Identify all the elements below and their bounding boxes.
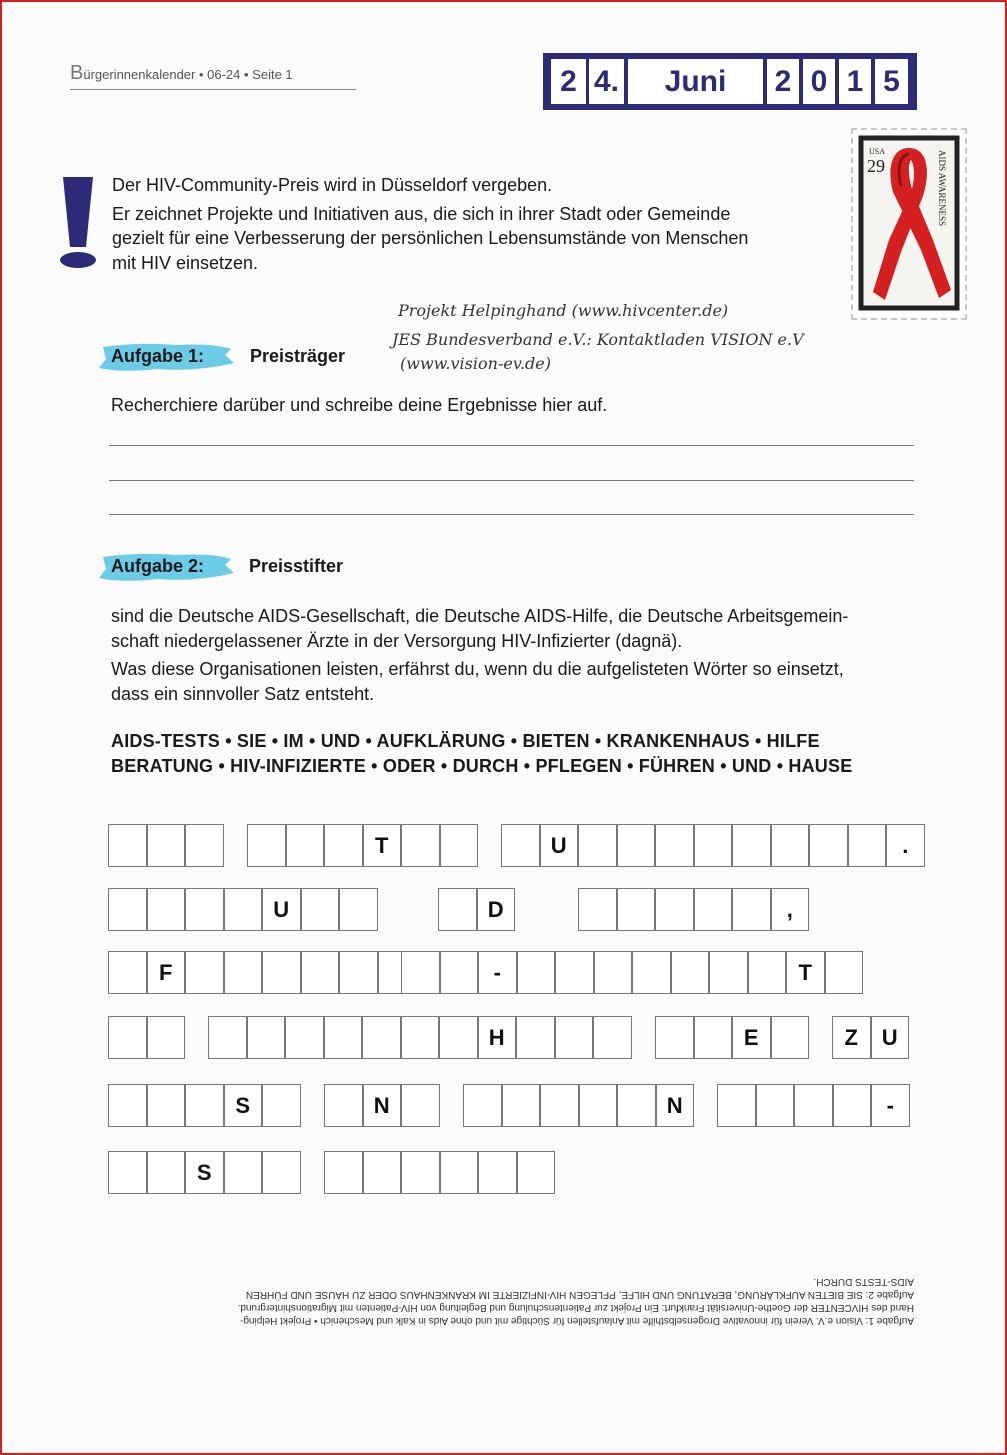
answer-line[interactable] <box>109 514 914 515</box>
letter-box[interactable] <box>147 888 186 931</box>
letter-box[interactable] <box>748 951 787 994</box>
letter-box[interactable] <box>108 1151 147 1194</box>
letter-box[interactable] <box>324 824 363 867</box>
letter-box[interactable] <box>756 1084 795 1127</box>
footer-line: Aufgabe 2: SIE BIETEN AUFKLÄRUNG, BERATUNG UND HILFE, PFLEGEN HIV-INFIZIERTE IM KRANKENHAUS ODER ZU HAUSE UND FÜHREN <box>245 1289 914 1300</box>
letter-box[interactable] <box>709 951 748 994</box>
letter-box[interactable] <box>517 1151 556 1194</box>
letter-box[interactable] <box>185 888 224 931</box>
date-year-digit-3: 1 <box>839 59 871 104</box>
letter-box[interactable] <box>324 1084 363 1127</box>
letter-box[interactable]: U <box>540 824 579 867</box>
letter-box[interactable] <box>401 824 440 867</box>
letter-box[interactable] <box>262 1084 301 1127</box>
letter-box[interactable] <box>694 1016 733 1059</box>
letter-box[interactable]: - <box>478 951 517 994</box>
letter-box[interactable] <box>262 1151 301 1194</box>
letter-box[interactable] <box>809 824 848 867</box>
date-day-digit-2: 4. <box>589 59 624 104</box>
letter-box[interactable]: H <box>478 1016 517 1059</box>
task2-text-line: dass ein sinnvoller Satz entsteht. <box>111 683 375 704</box>
intro-para-line: Er zeichnet Projekte und Initiativen aus, die sich in ihrer Stadt oder Gemeinde <box>112 203 731 224</box>
letter-box[interactable] <box>632 951 671 994</box>
intro-text <box>112 173 832 275</box>
letter-box[interactable] <box>324 1151 363 1194</box>
intro-line-1: Der HIV-Community-Preis wird in Düsseldorf vergeben. <box>112 175 553 195</box>
letter-box[interactable] <box>655 888 694 931</box>
letter-box[interactable] <box>339 888 378 931</box>
footer-line: Aufgabe 1: Vision e.V. Verein für innovative Drogenselbsthilfe mit Anlaufstellen für Süchtige mit und ohne Aids in Kalk und Meschenich • Projekt Helping- <box>240 1315 914 1326</box>
letter-box[interactable] <box>594 951 633 994</box>
letter-box[interactable] <box>224 888 263 931</box>
task2-text-line: sind die Deutsche AIDS-Gesellschaft, die Deutsche AIDS-Hilfe, die Deutsche Arbeitsgemein- <box>111 606 849 626</box>
header-text: ürgerinnenkalender • 06-24 • Seite 1 <box>83 67 293 82</box>
letter-box[interactable] <box>224 1151 263 1194</box>
letter-box[interactable] <box>401 1151 440 1194</box>
letter-box[interactable] <box>147 1151 186 1194</box>
letter-box[interactable] <box>502 1084 541 1127</box>
task2-title: Preisstifter <box>249 556 344 576</box>
letter-box[interactable] <box>771 1016 810 1059</box>
date-box <box>543 53 917 110</box>
task2-text <box>111 604 921 706</box>
letter-box[interactable] <box>147 1016 186 1059</box>
letter-box[interactable] <box>617 824 656 867</box>
letter-box[interactable]: N <box>363 1084 402 1127</box>
letter-box[interactable] <box>771 824 810 867</box>
letter-box[interactable] <box>224 951 263 994</box>
letter-box[interactable] <box>185 951 224 994</box>
letter-box[interactable] <box>285 1016 324 1059</box>
letter-box[interactable] <box>438 888 477 931</box>
letter-box[interactable] <box>517 951 556 994</box>
letter-box[interactable] <box>108 1016 147 1059</box>
letter-box[interactable] <box>833 1084 872 1127</box>
letter-box[interactable]: U <box>262 888 301 931</box>
task1-title: Preisträger <box>250 346 346 366</box>
letter-box[interactable]: T <box>786 951 825 994</box>
red-ribbon-icon <box>853 130 965 318</box>
letter-box[interactable] <box>401 1016 440 1059</box>
letter-box[interactable]: D <box>477 888 516 931</box>
letter-box[interactable] <box>617 1084 656 1127</box>
date-year-digit-1: 2 <box>767 59 799 104</box>
letter-box[interactable] <box>108 824 147 867</box>
task2-label: Aufgabe 2: <box>111 556 205 576</box>
letter-box[interactable]: S <box>224 1084 263 1127</box>
letter-box[interactable] <box>208 1016 247 1059</box>
handwritten-note-2: JES Bundesverband e.V.: Kontaktladen VISION e.V <box>392 330 804 349</box>
letter-box[interactable] <box>147 1084 186 1127</box>
date-day-digit-1: 2 <box>551 59 586 104</box>
letter-box[interactable] <box>463 1084 502 1127</box>
letter-box[interactable] <box>247 824 286 867</box>
letter-box[interactable] <box>324 1016 363 1059</box>
letter-box[interactable] <box>262 951 301 994</box>
letter-box[interactable] <box>247 1016 286 1059</box>
letter-box[interactable] <box>440 1151 479 1194</box>
letter-box[interactable] <box>694 824 733 867</box>
letter-box[interactable] <box>694 888 733 931</box>
letter-box[interactable] <box>516 1016 555 1059</box>
letter-box[interactable] <box>147 824 186 867</box>
stamp-caption: AIDS AWARENESS <box>937 150 947 227</box>
word-list <box>111 729 852 778</box>
letter-box[interactable] <box>578 888 617 931</box>
letter-box[interactable]: N <box>656 1084 695 1127</box>
letter-box[interactable] <box>671 951 710 994</box>
letter-box[interactable] <box>555 1016 594 1059</box>
letter-box[interactable] <box>401 951 440 994</box>
letter-box[interactable] <box>848 824 887 867</box>
letter-box[interactable] <box>717 1084 756 1127</box>
letter-box[interactable] <box>439 1016 478 1059</box>
letter-box[interactable] <box>440 951 479 994</box>
letter-box[interactable] <box>363 1151 402 1194</box>
date-month: Juni <box>628 59 763 104</box>
letter-box[interactable] <box>108 1084 147 1127</box>
word-list-line: BERATUNG • HIV-INFIZIERTE • ODER • DURCH • PFLEGEN • FÜHREN • UND • HAUSE <box>111 755 853 776</box>
handwritten-note-1: Projekt Helpinghand (www.hivcenter.de) <box>398 301 729 320</box>
letter-box[interactable] <box>108 888 147 931</box>
letter-box[interactable] <box>579 1084 618 1127</box>
stamp-value: 29 <box>867 156 885 176</box>
answer-line[interactable] <box>109 445 914 446</box>
word-list-line: AIDS-TESTS • SIE • IM • UND • AUFKLÄRUNG • BIETEN • KRANKENHAUS • HILFE <box>111 731 820 751</box>
letter-box[interactable] <box>301 888 340 931</box>
letter-box[interactable] <box>286 824 325 867</box>
solutions-footer <box>128 1275 914 1327</box>
letter-box[interactable]: , <box>771 888 810 931</box>
letter-box[interactable]: S <box>185 1151 224 1194</box>
letter-box[interactable] <box>185 1084 224 1127</box>
intro-para-line: mit HIV einsetzen. <box>112 252 259 273</box>
letter-box[interactable] <box>478 1151 517 1194</box>
letter-box[interactable] <box>540 1084 579 1127</box>
intro-paragraph <box>112 202 832 276</box>
calendar-header <box>70 62 356 90</box>
exclamation-icon <box>56 175 100 270</box>
letter-box[interactable] <box>301 951 340 994</box>
letter-box[interactable]: F <box>147 951 186 994</box>
task2-text-line: Was diese Organisationen leisten, erfährst du, wenn du die aufgelisteten Wörter so einsetzt, <box>111 659 844 679</box>
letter-box[interactable] <box>825 951 864 994</box>
letter-box[interactable] <box>794 1084 833 1127</box>
letter-box[interactable] <box>655 1016 694 1059</box>
answer-line[interactable] <box>109 480 914 481</box>
footer-line: AIDS-TESTS DURCH. <box>813 1276 914 1287</box>
intro-para-line: gezielt für eine Verbesserung der persönlichen Lebensumstände von Menschen <box>112 228 749 248</box>
aids-ribbon-stamp <box>851 128 967 320</box>
letter-box[interactable]: T <box>363 824 402 867</box>
letter-box[interactable] <box>108 951 147 994</box>
letter-box[interactable] <box>401 1084 440 1127</box>
letter-box[interactable] <box>655 824 694 867</box>
letter-box[interactable] <box>362 1016 401 1059</box>
letter-box[interactable] <box>440 824 479 867</box>
letter-box[interactable] <box>501 824 540 867</box>
stamp-country: USA <box>869 147 886 156</box>
footer-line: Hand des HIVCENTER der Goethe-Universität Frankfurt: Ein Projekt zur Patientenschulung und Begleitung von HIV-Patienten mit Migrationshintergrund. <box>237 1302 914 1313</box>
letter-box[interactable] <box>732 824 771 867</box>
letter-box[interactable]: - <box>871 1084 910 1127</box>
task1-instruction: Recherchiere darüber und schreibe deine Ergebnisse hier auf. <box>111 395 608 415</box>
letter-box[interactable] <box>732 888 771 931</box>
letter-box[interactable]: Z <box>832 1016 871 1059</box>
letter-box[interactable] <box>185 824 224 867</box>
letter-box[interactable] <box>617 888 656 931</box>
letter-box[interactable] <box>578 824 617 867</box>
date-year-digit-4: 5 <box>875 59 908 104</box>
task1-label: Aufgabe 1: <box>111 346 205 366</box>
header-initial: B <box>70 62 84 84</box>
letter-box[interactable] <box>339 951 378 994</box>
letter-box[interactable] <box>593 1016 632 1059</box>
letter-box[interactable]: . <box>886 824 925 867</box>
handwritten-note-3: (www.vision-ev.de) <box>400 354 551 373</box>
letter-box[interactable] <box>555 951 594 994</box>
letter-box[interactable]: E <box>732 1016 771 1059</box>
task2-text-line: schaft niedergelassener Ärzte in der Versorgung HIV-Infizierter (dagnä). <box>111 630 683 651</box>
date-year-digit-2: 0 <box>803 59 835 104</box>
letter-box[interactable]: U <box>871 1016 910 1059</box>
